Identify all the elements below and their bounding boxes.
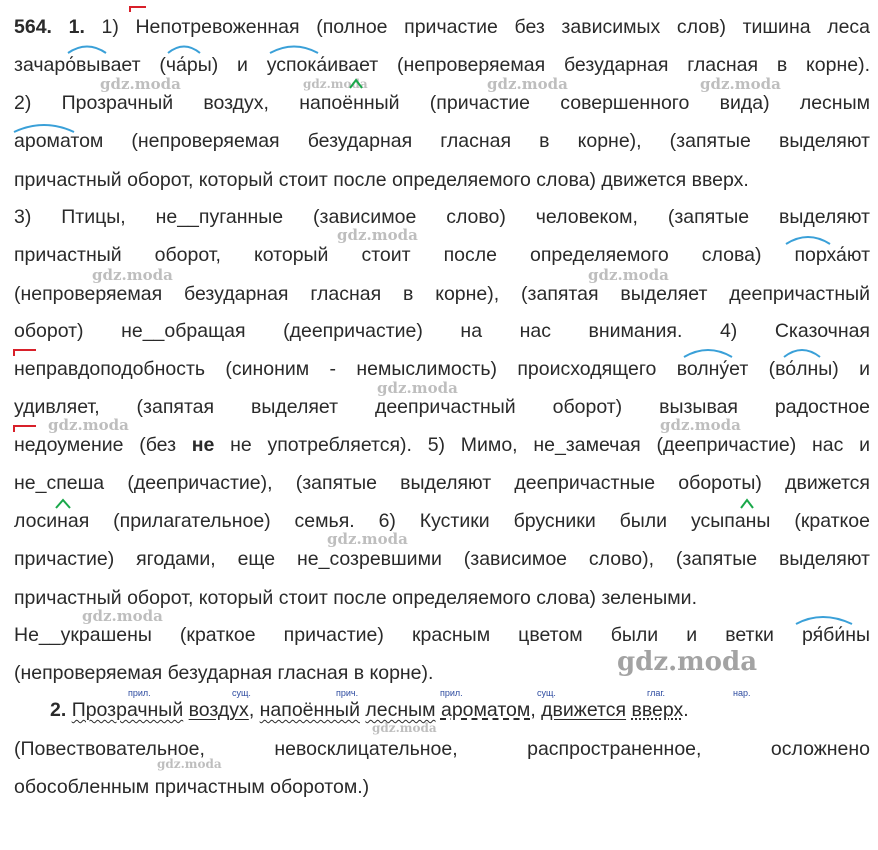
watermark: gdz.moda [588,266,669,284]
word-vozduh: воздух [188,699,249,721]
text-line-1-content: 1) Непотревоженная (полное причастие без зависимых слов) тишина леса [101,16,871,38]
text-line-9: оборот) не__обращая (деепричастие) на нас внимания. 4) Сказочная [14,320,870,342]
analysis-line-2: обособленным причастным оборотом.) [14,776,370,798]
watermark: gdz.moda [82,607,163,625]
text-line-10: неправдоподобность (синоним - немыслимость) происходящего волну́ет (во́лны) и [14,358,870,380]
watermark: gdz.moda [157,757,222,771]
watermark: gdz.moda [48,416,129,434]
text-line-14: лосиная (прилагательное) семья. 6) Кустики брусники были усыпаны (краткое [14,510,870,532]
watermark: gdz.moda [327,530,408,548]
text-line-12-start: недоумение (без [14,434,192,456]
root-arc [684,350,732,357]
watermark: gdz.moda [700,75,781,93]
text-line-18: (непроверяемая безударная гласная в корне). [14,662,434,684]
text-line-2: зачаро́вывает (ча́ры) и успока́ивает (непроверяемая безударная гласная в корне). [14,54,870,76]
root-arc [796,617,852,624]
pos-label-adj-2: прил. [440,688,463,698]
root-arc [68,47,106,54]
suffix-caret [56,500,70,508]
text-line-4: ароматом (непроверяемая безударная гласная в корне), (запятые выделяют [14,130,870,152]
text-line-13: не_спеша (деепричастие), (запятые выделяют деепричастные обороты) движется [14,472,870,494]
suffix-caret [350,80,362,88]
watermark: gdz.moda [303,77,368,91]
text-line-12-end: не употребляется). 5) Мимо, не_замечая (деепричастие) нас и [214,434,870,456]
word-vverh: вверх [631,699,684,721]
text-line-17: Не__украшены (краткое причастие) красным цветом были и ветки ря́би́ны [14,624,870,646]
root-arc [270,47,318,54]
text-line-11: удивляет, (запятая выделяет деепричастный оборот) вызывая радостное [14,396,870,418]
prefix-mark [130,7,146,12]
word-lesnym: лесным [365,699,436,721]
pos-label-verb: глаг. [647,688,666,698]
prefix-mark [14,350,36,356]
text-line-6: 3) Птицы, не__пуганные (зависимое слово) человеком, (запятые выделяют [14,206,870,228]
watermark: gdz.moda [92,266,173,284]
watermark: gdz.moda [100,75,181,93]
text-line-5: причастный оборот, который стоит после определяемого слова) движется вверх. [14,169,749,191]
text-line-3: 2) Прозрачный воздух, напоённый (причастие совершенного вида) лесным [14,92,870,114]
word-dvizhetsya: движется [541,699,627,721]
comma: , [248,699,260,721]
root-arc [14,125,74,132]
text-line-16: причастный оборот, который стоит после определяемого слова) зелеными. [14,587,697,609]
suffix-caret [741,500,753,508]
pos-label-noun-2: сущ. [537,688,556,698]
word-aromatom: ароматом [440,699,531,721]
watermark: gdz.moda [660,416,741,434]
watermark: gdz.moda [337,226,418,244]
pos-label-adj-1: прил. [128,688,151,698]
word-napoenny: напоённый [259,699,360,721]
task-2-number: 2. [50,699,67,721]
watermark: gdz.moda [487,75,568,93]
bold-ne: не [191,434,215,456]
word-prozrachny: Прозрачный [71,699,184,721]
root-arc [168,47,200,54]
task-1-number: 1. [68,16,85,38]
prefix-mark [14,426,36,432]
watermark: gdz.moda [617,647,758,677]
exercise-number: 564. [14,16,52,38]
comma: , [530,699,542,721]
text-line-8: (непроверяемая безударная гласная в корне), (запятая выделяет деепричастный [14,283,870,305]
pos-label-participle: прич. [336,688,359,698]
watermark: gdz.moda [372,721,437,735]
pos-label-noun-1: сущ. [232,688,251,698]
pos-label-adverb: нар. [733,688,751,698]
text-line-7: причастный оборот, который стоит после определяемого слова) порха́ют [14,244,870,266]
root-arc [784,350,820,357]
text-line-15: причастие) ягодами, еще не_созревшими (зависимое слово), (запятые выделяют [14,548,870,570]
analysis-line-1: (Повествовательное, невосклицательное, распространенное, осложнено [14,738,870,760]
watermark: gdz.moda [377,379,458,397]
root-arc [786,237,830,244]
period: . [683,699,689,721]
